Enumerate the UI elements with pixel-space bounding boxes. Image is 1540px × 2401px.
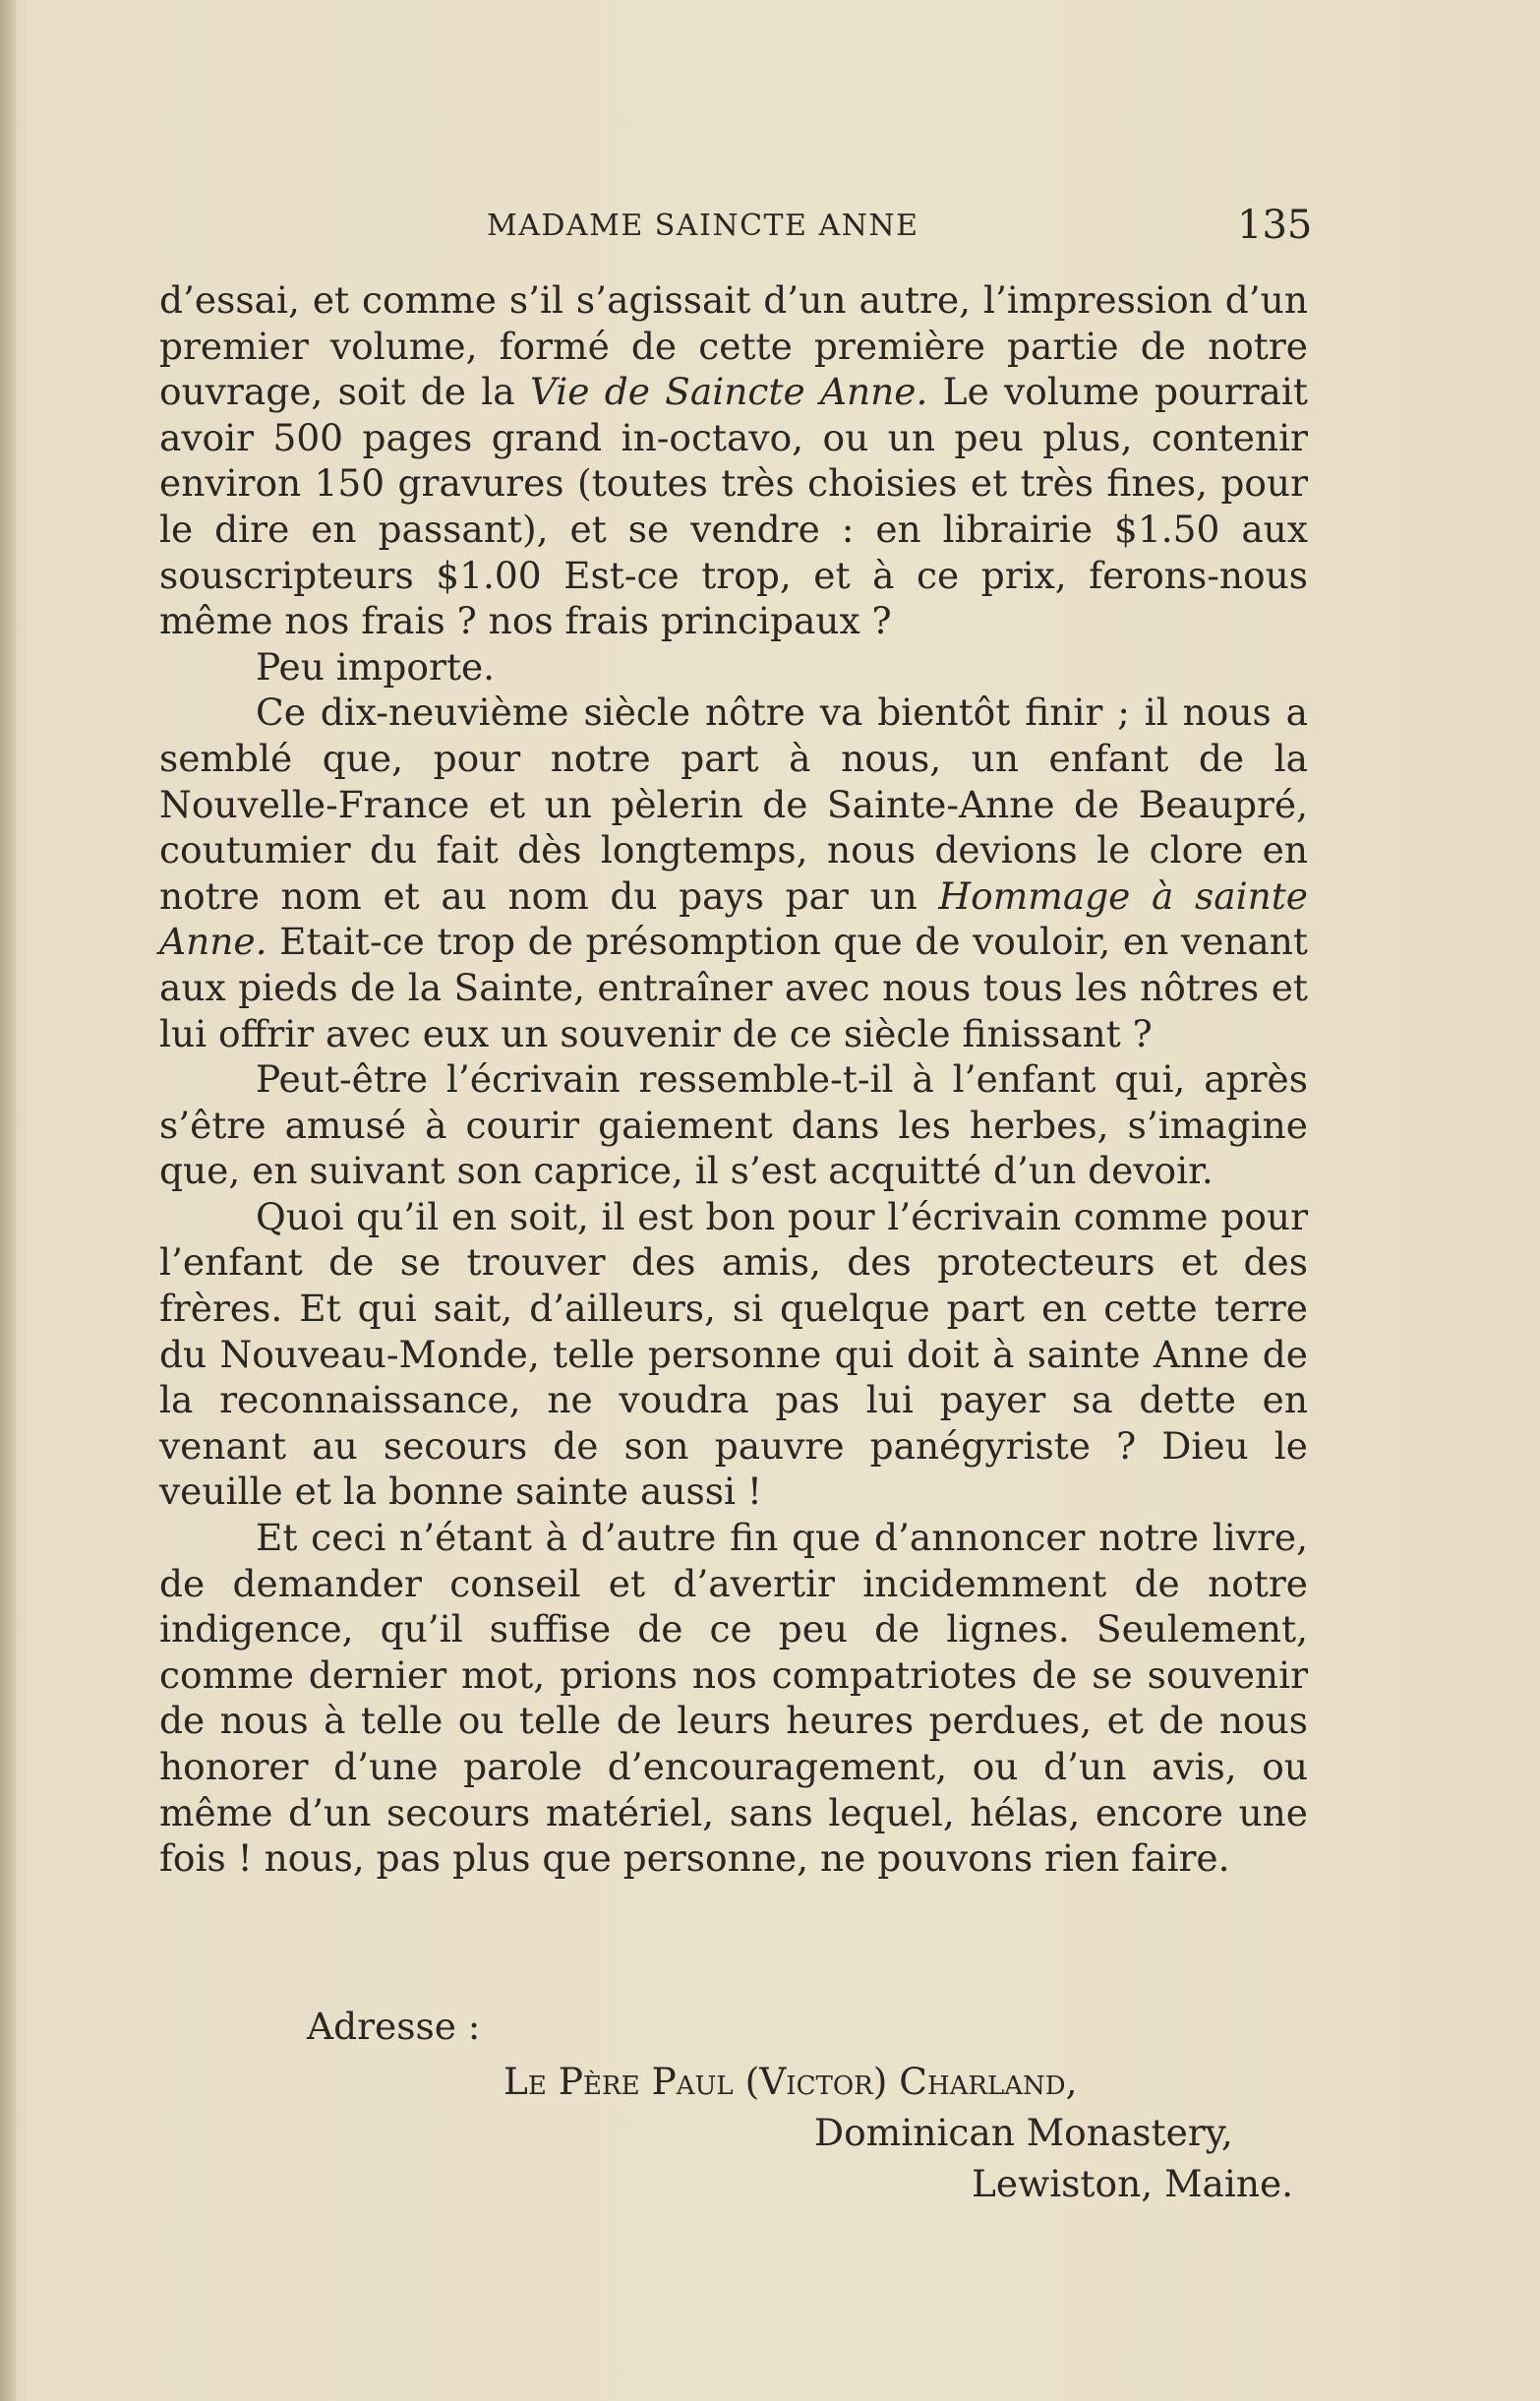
paragraph-5: Quoi qu’il en soit, il est bon pour l’écrivain comme pour l’enfant de se trouver des amis, des protecteurs et des frères. Et qui sait, d’ailleurs, si quelque part en cette terre du Nouveau-Monde, telle personne qui doit à sainte Anne de la reconnaissance, ne voudra pas lui payer sa dette en venant au secours de son pauvre panégyriste ? Dieu le veuille et la bonne sainte aussi ! <box>159 1194 1308 1514</box>
book-title-italic: Vie de Saincte Anne. <box>529 370 928 414</box>
address-name: Le Père Paul (Victor) Charland, <box>503 2060 1078 2103</box>
paragraph-6: Et ceci n’étant à d’autre fin que d’annoncer notre livre, de demander conseil et d’avertir incidemment de notre indigence, qu’il suffise de ce peu de lignes. Seulement, comme dernier mot, prions nos compatriotes de se souvenir de nous à telle ou telle de leurs heures perdues, et de nous honorer d’une parole d’encouragement, ou d’un avis, ou même d’un secours matériel, sans lequel, hélas, encore une fois ! nous, pas plus que personne, ne pouvons rien faire. <box>159 1516 1308 1881</box>
paragraph-2: Peu importe. <box>256 644 496 689</box>
address-line-2: Dominican Monastery, <box>814 2111 1233 2154</box>
hommage-title-italic: Hommage à sainte Anne. <box>159 873 1308 964</box>
paragraph-1-text-a: d’essai, et comme s’il s’agissait d’un autre, l’impression d’un premier volume, formé de cette première partie de notre ouvrage, soit de la <box>159 278 1308 414</box>
paragraph-3 <box>159 690 1308 1056</box>
page-number: 135 <box>1237 203 1313 248</box>
body-text <box>159 277 1308 1882</box>
running-title: MADAME SAINCTE ANNE <box>487 209 919 243</box>
paragraph-1 <box>159 277 1308 644</box>
paragraph-3-text-b: Etait-ce trop de présomption que de vouloir, en venant aux pieds de la Sainte, entraîner avec nous tous les nôtres et lui offrir avec eux un souvenir de ce siècle finissant ? <box>159 920 1308 1055</box>
page-spine-edge <box>0 0 16 2401</box>
address-line-3: Lewiston, Maine. <box>972 2162 1294 2205</box>
paragraph-3-text-a: Ce dix-neuvième siècle nôtre va bientôt finir ; il nous a semblé que, pour notre part à nous, un enfant de la Nouvelle-France et un pèlerin de Sainte-Anne de Beaupré, coutumier du fait dès longtemps, nous devions le clore en notre nom et au nom du pays par un <box>159 690 1308 918</box>
paragraph-1-text-b: Le volume pourrait avoir 500 pages grand in-octavo, ou un peu plus, contenir environ 150 gravures (toutes très choisies et très fines, pour le dire en passant), et se vendre : en librairie $1.50 aux souscripteurs $1.00 Est-ce trop, et à ce prix, ferons-nous même nos frais ? nos frais principaux ? <box>159 370 1308 643</box>
paragraph-4: Peut-être l’écrivain ressemble-t-il à l’enfant qui, après s’être amusé à courir gaiement dans les herbes, s’imagine que, en suivant son caprice, il s’est acquitté d’un devoir. <box>159 1057 1308 1193</box>
address-label: Adresse : <box>307 2005 481 2048</box>
